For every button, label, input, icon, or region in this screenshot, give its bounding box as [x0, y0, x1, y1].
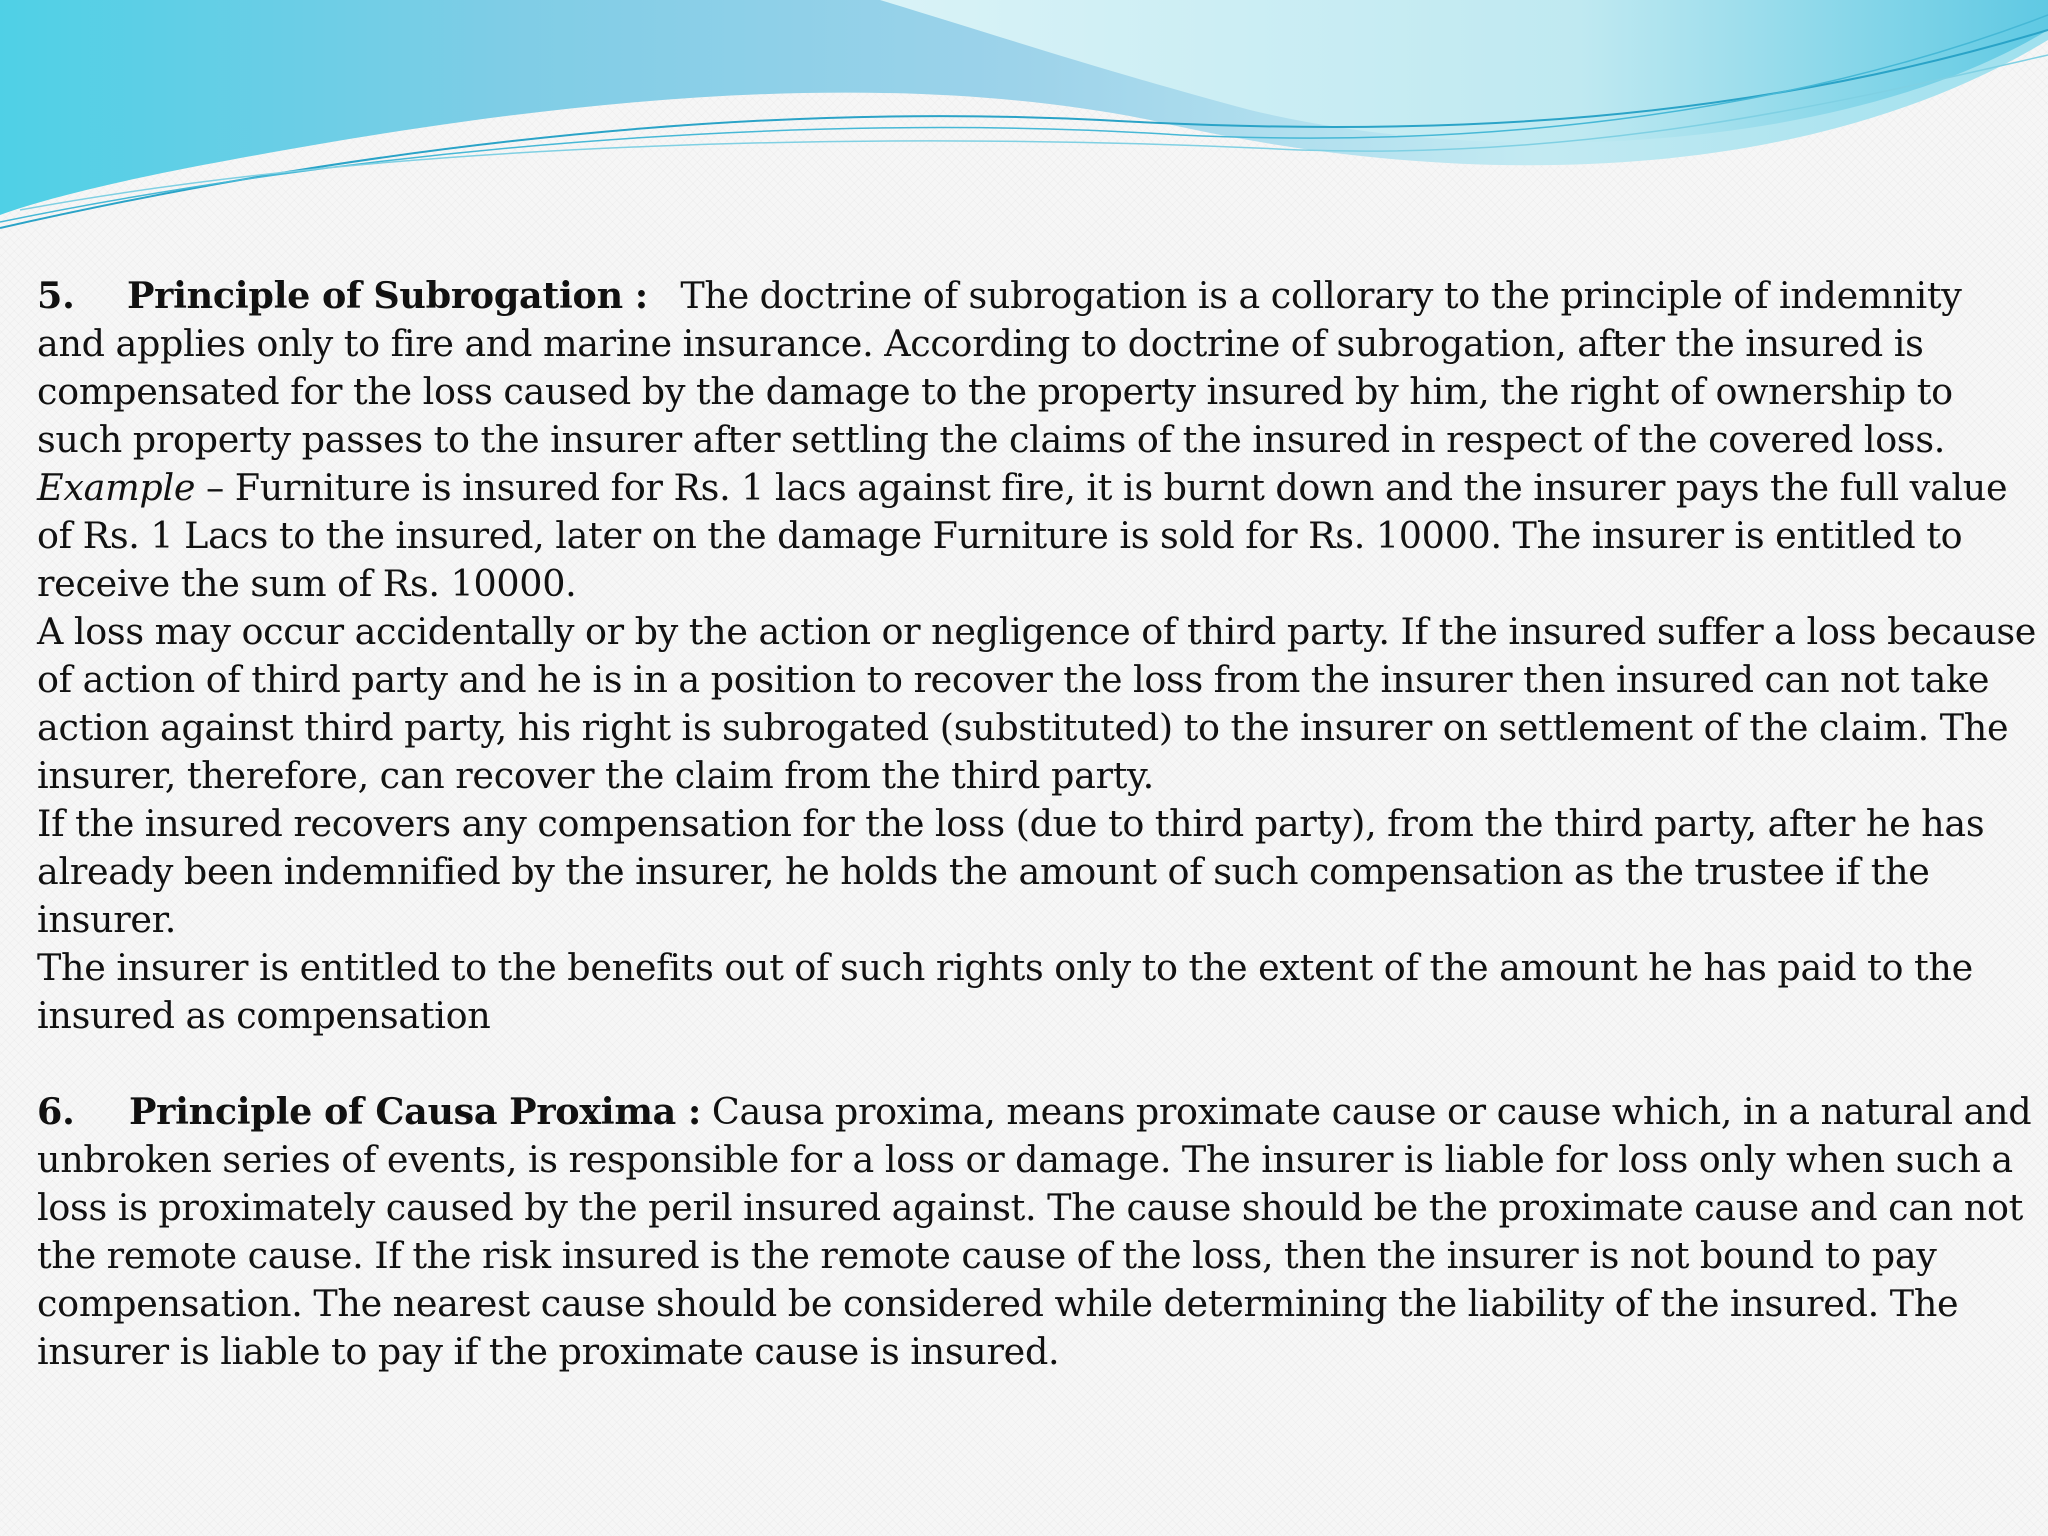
example-label: Example [37, 466, 196, 509]
section-6-number: 6. [37, 1090, 75, 1133]
section-spacer [37, 1040, 2037, 1088]
section-6-paragraph [37, 1088, 2037, 1376]
section-5-number: 5. [37, 274, 75, 317]
example-text: – Furniture is insured for Rs. 1 lacs against fire, it is burnt down and the insurer pays the full value of Rs. 1 Lacs to the insured, later on the damage Furniture is sold for Rs. 10000. The insurer is entitled to receive the sum of Rs. 10000. [37, 466, 2008, 605]
slide-body [37, 272, 2037, 1376]
section-5-intro: The doctrine of subrogation is a collorary to the principle of indemnity and applies only to fire and marine insurance. According to doctrine of subrogation, after the insured is compensated for the loss caused by the damage to the property insured by him, the right of ownership to such property passes to the insurer after settling the claims of the insured in respect of the covered loss. [37, 274, 1962, 461]
section-5-paragraph [37, 272, 2037, 464]
example-paragraph [37, 464, 2037, 608]
header-wave-decoration [0, 0, 2048, 240]
section-6-text: Causa proxima, means proximate cause or cause which, in a natural and unbroken series of events, is responsible for a loss or damage. The insurer is liable for loss only when such a loss is proximately caused by the peril insured against. The cause should be the proximate cause and can not the remote cause. If the risk insured is the remote cause of the loss, then the insurer is not bound to pay compensation. The nearest cause should be considered while determining the liability of the insured. The insurer is liable to pay if the proximate cause is insured. [37, 1090, 2032, 1373]
section-5-heading: Principle of Subrogation : [127, 274, 648, 317]
third-party-paragraph: A loss may occur accidentally or by the action or negligence of third party. If the insured suffer a loss because of action of third party and he is in a position to recover the loss from the insurer then insured can not take action against third party, his right is subrogated (substituted) to the insurer on settlement of the claim. The insurer, therefore, can recover the claim from the third party. [37, 610, 2037, 797]
trustee-paragraph: If the insured recovers any compensation for the loss (due to third party), from the third party, after he has already been indemnified by the insurer, he holds the amount of such compensation as the trustee if the insurer. [37, 802, 1985, 941]
section-6-heading: Principle of Causa Proxima : [129, 1090, 702, 1133]
extent-paragraph: The insurer is entitled to the benefits out of such rights only to the extent of the amount he has paid to the insured as compensation [37, 946, 1973, 1037]
